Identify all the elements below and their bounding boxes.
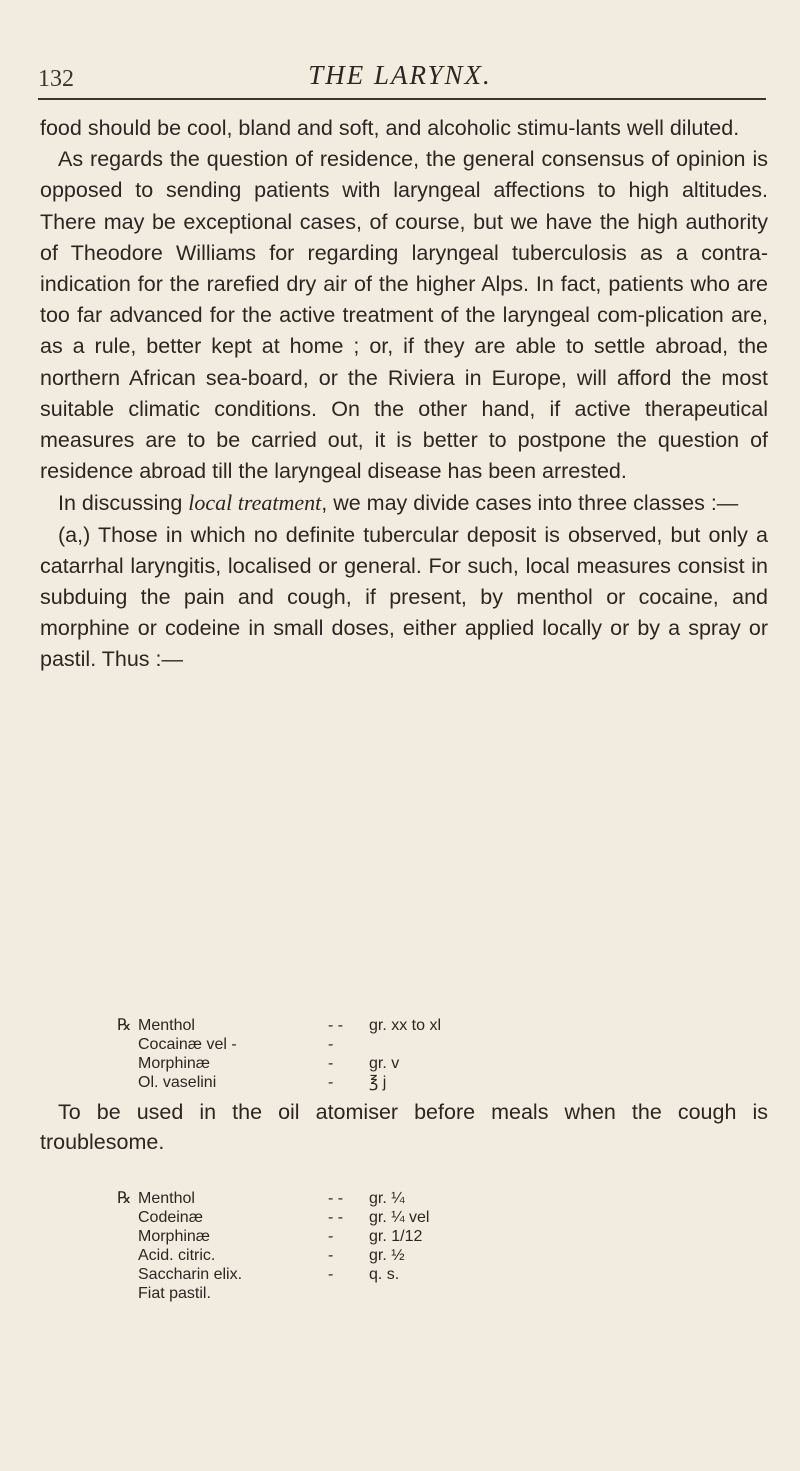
recipe-symbol: ℞	[117, 1190, 132, 1207]
rx-dash: -	[328, 1074, 334, 1091]
discussing-rest: , we may divide cases into three classes :—	[321, 491, 739, 516]
rx-dash: -	[328, 1036, 334, 1053]
prescription-spray	[117, 1016, 441, 1092]
discussing-emphasis: local treatment	[188, 490, 322, 516]
rx-row	[117, 1054, 441, 1073]
prescription-pastil	[117, 1189, 429, 1303]
rx-row	[117, 1208, 429, 1227]
rx-ingredient: Fiat pastil.	[138, 1285, 211, 1302]
rx-quantity: ℥ j	[369, 1074, 387, 1091]
rx-ingredient: Menthol	[138, 1190, 195, 1207]
rx-dash: -	[328, 1247, 334, 1264]
rx-row	[117, 1189, 429, 1208]
paragraph-atomiser: To be used in the oil atomiser before meals when the cough is troublesome.	[40, 1100, 768, 1154]
rx-quantity	[369, 1284, 429, 1303]
rx-ingredient: Ol. vaselini	[138, 1074, 217, 1091]
header-rule	[38, 98, 766, 100]
rx-quantity: gr. ¼ vel	[369, 1209, 430, 1226]
rx-quantity: gr. v	[369, 1055, 400, 1072]
rx-row	[117, 1265, 429, 1284]
discussing-lead: In discussing	[58, 491, 189, 516]
running-title: THE LARYNX.	[308, 60, 492, 90]
rx-ingredient: Acid. citric.	[138, 1247, 216, 1264]
rx-quantity: gr. ¼	[369, 1190, 405, 1207]
rx-row	[117, 1284, 429, 1303]
rx-dash: -	[328, 1228, 334, 1245]
rx-row	[117, 1035, 441, 1054]
rx-ingredient: Morphinæ	[138, 1228, 211, 1245]
paragraph-food: food should be cool, bland and soft, and alcoholic stimu-lants well diluted.	[40, 116, 740, 140]
rx-row	[117, 1016, 441, 1035]
atomiser-note-block	[40, 1097, 768, 1157]
rx-row	[117, 1073, 441, 1092]
recipe-symbol: ℞	[117, 1017, 132, 1034]
paragraph-residence: As regards the question of residence, the general consensus of opinion is opposed to sending patients with laryngeal affections to high altitudes. There may be exceptional cases, of course, but we have the high authority of Theodore Williams for regarding laryngeal tuberculosis as a contra-indication for the rarefied dry air of the higher Alps. In fact, patients who are too far advanced for the active treatment of the laryngeal com-plication are, as a rule, better kept at home ; or, if they are able to settle abroad, the northern African sea-board, or the Riviera in Europe, will afford the most suitable climatic conditions. On the other hand, if active therapeutical measures are to be carried out, it is better to postpone the question of residence abroad till the laryngeal disease has been arrested.	[40, 147, 768, 484]
rx-quantity: gr. ½	[369, 1247, 405, 1264]
rx-dash	[328, 1284, 369, 1303]
rx-ingredient: Saccharin elix.	[138, 1266, 243, 1283]
rx-quantity: gr. xx to xl	[369, 1017, 442, 1034]
rx-ingredient: Codeinæ	[138, 1209, 203, 1226]
paragraph-class-a: (a,) Those in which no definite tubercular deposit is observed, but only a catarrhal laryngitis, localised or general. For such, local measures consist in subduing the pain and cough, if present, by menthol or cocaine, and morphine or codeine in small doses, either applied locally or by a spray or pastil. Thus :—	[40, 522, 768, 672]
rx-quantity: gr. 1/12	[369, 1228, 423, 1245]
rx-quantity	[369, 1035, 441, 1054]
rx-dash: -	[328, 1055, 334, 1072]
rx-ingredient: Menthol	[138, 1017, 195, 1034]
body-text	[40, 113, 768, 676]
rx-quantity: q. s.	[369, 1266, 400, 1283]
rx-row	[117, 1246, 429, 1265]
rx-ingredient: Cocainæ vel -	[138, 1036, 237, 1053]
rx-dash: - -	[328, 1190, 344, 1207]
rx-row	[117, 1227, 429, 1246]
page-number: 132	[38, 66, 74, 92]
rx-dash: - -	[328, 1209, 344, 1226]
rx-dash: - -	[328, 1017, 344, 1034]
running-head	[0, 60, 800, 100]
rx-ingredient: Morphinæ	[138, 1055, 211, 1072]
paragraph-discussing	[40, 487, 768, 519]
rx-dash: -	[328, 1266, 334, 1283]
